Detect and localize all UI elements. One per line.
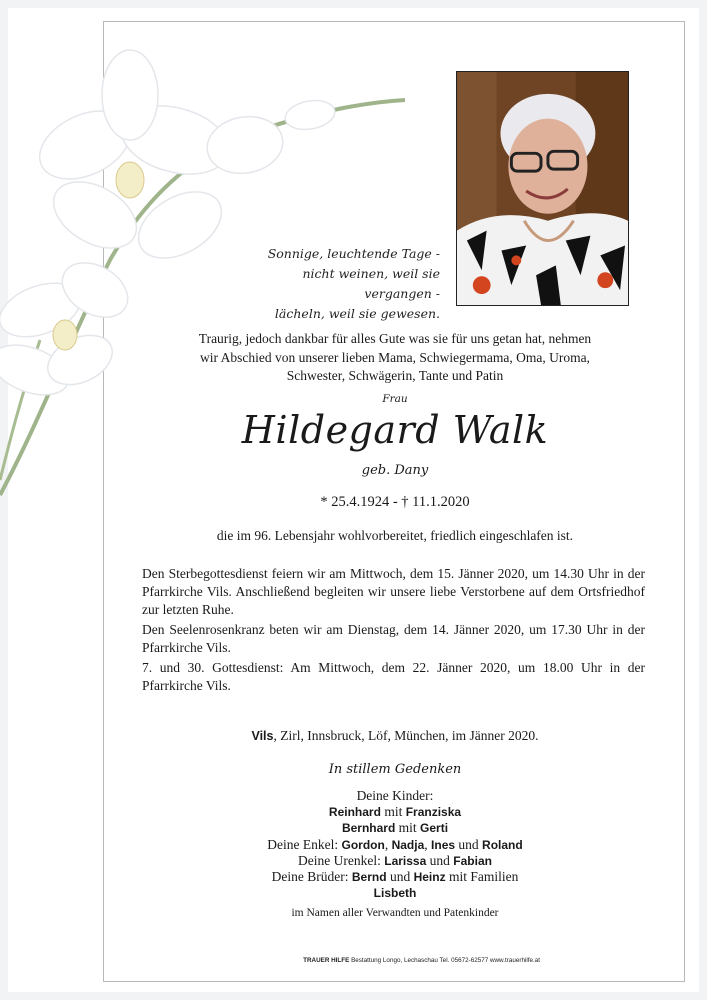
family-list bbox=[150, 788, 640, 901]
child-name: Bernhard bbox=[341, 821, 396, 836]
memory-line: In stillem Gedenken bbox=[328, 762, 462, 777]
funeral-service-paragraph: Den Sterbegottesdienst feiern wir am Mittwoch, dem 15. Jänner 2020, um 14.30 Uhr in der Pfarrkirche Vils. Anschließend begleiten wir unsere liebe Verstorbene auf dem Ortsfriedhof zur letzten Ruhe. bbox=[142, 566, 645, 617]
connector: und bbox=[458, 836, 479, 852]
sibling-name: Bernd bbox=[351, 870, 387, 885]
deceased-name: Hildegard Walk bbox=[241, 408, 549, 452]
sibling-name: Lisbeth bbox=[373, 886, 417, 901]
maiden-name: geb. Dany bbox=[361, 463, 429, 478]
place-rest: , Zirl, Innsbruck, Löf, München, im Jänner 2020. bbox=[273, 728, 539, 743]
connector: mit bbox=[398, 820, 417, 836]
grandchildren-label: Deine Enkel: bbox=[267, 836, 339, 852]
place-first: Vils bbox=[251, 729, 274, 743]
family-row bbox=[150, 820, 640, 836]
sibling-name: Heinz bbox=[413, 870, 446, 885]
passing-text: die im 96. Lebensjahr wohlvorbereitet, friedlich eingeschlafen ist. bbox=[216, 528, 574, 543]
others-line: im Namen aller Verwandten und Patenkinder bbox=[291, 907, 499, 919]
family-row bbox=[150, 804, 640, 820]
poem bbox=[250, 244, 440, 324]
family-row bbox=[150, 885, 640, 901]
grandchild-name: Ines bbox=[431, 837, 456, 852]
connector: mit Familien bbox=[448, 869, 519, 885]
intro-line: wir Abschied von unserer lieben Mama, Schwiegermama, Oma, Uroma, bbox=[200, 349, 590, 365]
grandchild-name: Roland bbox=[482, 837, 523, 852]
grandchild-name: Gordon bbox=[341, 837, 385, 852]
title-frau: Frau bbox=[382, 393, 408, 405]
connector: mit bbox=[384, 804, 403, 820]
poem-line: nicht weinen, weil sie vergangen - bbox=[302, 266, 440, 301]
connector: und bbox=[429, 852, 450, 868]
place-date-line bbox=[150, 728, 640, 744]
connector: und bbox=[389, 869, 411, 885]
family-row bbox=[150, 853, 640, 869]
poem-line: lächeln, weil sie gewesen. bbox=[274, 306, 440, 321]
intro-line: Traurig, jedoch dankbar für alles Gute was sie für uns getan hat, nehmen bbox=[198, 331, 592, 346]
great-grandchild-name: Fabian bbox=[453, 853, 492, 868]
spouse-name: Franziska bbox=[405, 805, 462, 820]
rosary-paragraph: Den Seelenrosenkranz beten wir am Dienstag, dem 14. Jänner 2020, um 17.30 Uhr in der Pfarrkirche Vils. bbox=[142, 622, 645, 655]
family-row: Deine Enkel: Gordon, Nadja, Ines und Roland bbox=[267, 836, 523, 852]
footer bbox=[250, 957, 540, 964]
footer-brand: TRAUER HILFE bbox=[303, 957, 350, 964]
family-row bbox=[150, 869, 640, 885]
siblings-label: Deine Brüder: bbox=[271, 869, 349, 885]
child-name: Reinhard bbox=[328, 805, 381, 820]
great-grandchild-name: Larissa bbox=[384, 853, 427, 868]
poem-line: Sonnige, leuchtende Tage - bbox=[267, 246, 440, 261]
great-grandchildren-label: Deine Urenkel: bbox=[298, 852, 381, 868]
intro-text bbox=[150, 330, 640, 386]
spouse-name: Gerti bbox=[420, 821, 449, 836]
grandchild-name: Nadja bbox=[391, 837, 425, 852]
footer-text: Bestattung Longo, Lechaschau Tel. 05672-62577 www.trauerhilfe.at bbox=[351, 957, 540, 964]
portrait-photo bbox=[456, 71, 629, 306]
children-label: Deine Kinder: bbox=[356, 788, 434, 803]
life-dates: * 25.4.1924 - † 11.1.2020 bbox=[320, 494, 470, 510]
intro-line: Schwester, Schwägerin, Tante und Patin bbox=[286, 368, 504, 383]
memorial-mass-paragraph: 7. und 30. Gottesdienst: Am Mittwoch, dem 22. Jänner 2020, um 18.00 Uhr in der Pfarrkirche Vils. bbox=[142, 660, 645, 693]
